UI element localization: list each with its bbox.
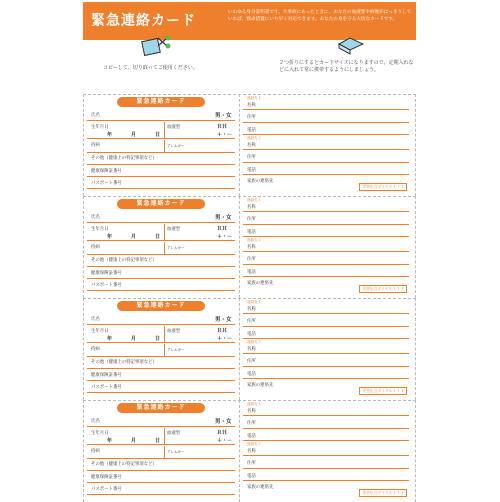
- contact1-address-label: 住所: [247, 217, 256, 222]
- contact2-heading: 連絡先２: [247, 136, 262, 140]
- scissors-icon: [141, 34, 173, 60]
- contact1-phone-label: 電話: [247, 434, 256, 439]
- day-label: 日: [155, 132, 161, 138]
- contact2-name-label: 名称: [247, 143, 256, 148]
- card-back: [243, 400, 411, 502]
- day-label: 日: [155, 234, 161, 240]
- card-title: 緊急連絡カード: [117, 199, 205, 209]
- allergy-label: アレルギー: [167, 348, 185, 352]
- contact2-name-label: 名称: [247, 449, 256, 454]
- card-title: 緊急連絡カード: [117, 301, 205, 311]
- card-front: [87, 94, 237, 196]
- passport-number-label: パスポート番号: [91, 385, 122, 390]
- sheet-title: 緊急連絡カード: [91, 13, 196, 29]
- emergency-card-sheet: [83, 2, 416, 498]
- year-label: 年: [107, 438, 113, 444]
- contact2-name-label: 名称: [247, 245, 256, 250]
- year-label: 年: [107, 336, 113, 342]
- contact1-phone-label: 電話: [247, 128, 256, 133]
- gender-options: 男・女: [215, 113, 232, 119]
- family-contact-label: 家族の連絡先: [247, 383, 274, 388]
- gender-options: 男・女: [215, 419, 232, 425]
- insurance-number-label: 健康保険証番号: [91, 373, 122, 378]
- rh-sign-options: ＋・－: [217, 438, 233, 444]
- card-back: [243, 94, 411, 196]
- insurance-number-label: 健康保険証番号: [91, 475, 122, 480]
- contact2-address-label: 住所: [247, 461, 256, 466]
- other-notes-label: その他（健康上の特記事項など）: [91, 360, 157, 365]
- contact2-heading: 連絡先２: [247, 238, 262, 242]
- card-title: 緊急連絡カード: [117, 97, 205, 107]
- insurance-number-label: 健康保険証番号: [91, 271, 122, 276]
- chronic-disease-label: 持病: [91, 449, 100, 454]
- emergency-card: [83, 94, 416, 196]
- family-contact-label: 家族の連絡先: [247, 281, 274, 286]
- contact1-address-label: 住所: [247, 319, 256, 324]
- name-label: 氏名: [91, 215, 100, 220]
- contact1-address-label: 住所: [247, 115, 256, 120]
- card-back: [243, 196, 411, 298]
- disaster-dial-badge: 災害伝言ダイヤル１７１: [359, 489, 407, 497]
- month-label: 月: [131, 132, 137, 138]
- rh-sign-options: ＋・－: [217, 336, 233, 342]
- contact2-address-label: 住所: [247, 155, 256, 160]
- rh-label: ＲＨ: [217, 124, 228, 130]
- name-label: 氏名: [91, 113, 100, 118]
- rh-sign-options: ＋・－: [217, 234, 233, 240]
- blood-type-label: 血液型: [167, 431, 181, 436]
- gender-options: 男・女: [215, 317, 232, 323]
- folded-card-icon: [336, 36, 366, 58]
- contact1-phone-label: 電話: [247, 230, 256, 235]
- contact1-address-label: 住所: [247, 421, 256, 426]
- day-label: 日: [155, 438, 161, 444]
- contact2-heading: 連絡先２: [247, 442, 262, 446]
- contact1-heading: 連絡先１: [247, 96, 262, 100]
- rh-label: ＲＨ: [217, 430, 228, 436]
- chronic-disease-label: 持病: [91, 347, 100, 352]
- sheet-description: いわゆる身分証明書です。大事故にあったときに、あなたの血液型や病歴がはっきりしていれば、救命措置にいち早く対応できます。あなたの身を守る大切なカードです。: [228, 10, 412, 22]
- disaster-dial-badge: 災害伝言ダイヤル１７１: [359, 285, 407, 293]
- allergy-label: アレルギー: [167, 246, 185, 250]
- contact1-heading: 連絡先１: [247, 402, 262, 406]
- other-notes-label: その他（健康上の特記事項など）: [91, 258, 157, 263]
- contact2-name-label: 名称: [247, 347, 256, 352]
- rh-sign-options: ＋・－: [217, 132, 233, 138]
- instruction-copy-cut: コピーして、切り取ってご使用ください。: [103, 65, 198, 71]
- contact2-heading: 連絡先２: [247, 340, 262, 344]
- passport-number-label: パスポート番号: [91, 283, 122, 288]
- chronic-disease-label: 持病: [91, 245, 100, 250]
- month-label: 月: [131, 438, 137, 444]
- birthdate-label: 生年月日: [91, 227, 109, 232]
- disaster-dial-badge: 災害伝言ダイヤル１７１: [359, 183, 407, 191]
- chronic-disease-label: 持病: [91, 143, 100, 148]
- contact1-heading: 連絡先１: [247, 198, 262, 202]
- sheet-header: [83, 2, 416, 40]
- blood-type-label: 血液型: [167, 227, 181, 232]
- allergy-label: アレルギー: [167, 144, 185, 148]
- blood-type-label: 血液型: [167, 329, 181, 334]
- insurance-number-label: 健康保険証番号: [91, 169, 122, 174]
- gender-options: 男・女: [215, 215, 232, 221]
- blood-type-label: 血液型: [167, 125, 181, 130]
- contact1-phone-label: 電話: [247, 332, 256, 337]
- contact2-address-label: 住所: [247, 359, 256, 364]
- contact2-phone-label: 電話: [247, 270, 256, 275]
- family-contact-label: 家族の連絡先: [247, 179, 274, 184]
- family-contact-label: 家族の連絡先: [247, 485, 274, 490]
- passport-number-label: パスポート番号: [91, 487, 122, 492]
- card-back: [243, 298, 411, 400]
- contact2-phone-label: 電話: [247, 372, 256, 377]
- allergy-label: アレルギー: [167, 450, 185, 454]
- emergency-card: [83, 400, 416, 502]
- card-title: 緊急連絡カード: [117, 403, 205, 413]
- disaster-dial-badge: 災害伝言ダイヤル１７１: [359, 387, 407, 395]
- instruction-fold: ２つ折りにするとカードサイズになりますので、定期入れなどに入れて常に携帯するようにしましょう。: [279, 60, 414, 73]
- name-label: 氏名: [91, 419, 100, 424]
- month-label: 月: [131, 234, 137, 240]
- emergency-card: [83, 298, 416, 400]
- contact2-phone-label: 電話: [247, 474, 256, 479]
- contact1-name-label: 名称: [247, 307, 256, 312]
- card-front: [87, 400, 237, 502]
- contact1-name-label: 名称: [247, 409, 256, 414]
- contact1-heading: 連絡先１: [247, 300, 262, 304]
- birthdate-label: 生年月日: [91, 431, 109, 436]
- rh-label: ＲＨ: [217, 328, 228, 334]
- emergency-card: [83, 196, 416, 298]
- month-label: 月: [131, 336, 137, 342]
- contact1-name-label: 名称: [247, 205, 256, 210]
- other-notes-label: その他（健康上の特記事項など）: [91, 156, 157, 161]
- card-front: [87, 196, 237, 298]
- day-label: 日: [155, 336, 161, 342]
- birthdate-label: 生年月日: [91, 329, 109, 334]
- contact2-address-label: 住所: [247, 257, 256, 262]
- name-label: 氏名: [91, 317, 100, 322]
- other-notes-label: その他（健康上の特記事項など）: [91, 462, 157, 467]
- year-label: 年: [107, 234, 113, 240]
- card-front: [87, 298, 237, 400]
- birthdate-label: 生年月日: [91, 125, 109, 130]
- passport-number-label: パスポート番号: [91, 181, 122, 186]
- contact2-phone-label: 電話: [247, 168, 256, 173]
- rh-label: ＲＨ: [217, 226, 228, 232]
- contact1-name-label: 名称: [247, 103, 256, 108]
- year-label: 年: [107, 132, 113, 138]
